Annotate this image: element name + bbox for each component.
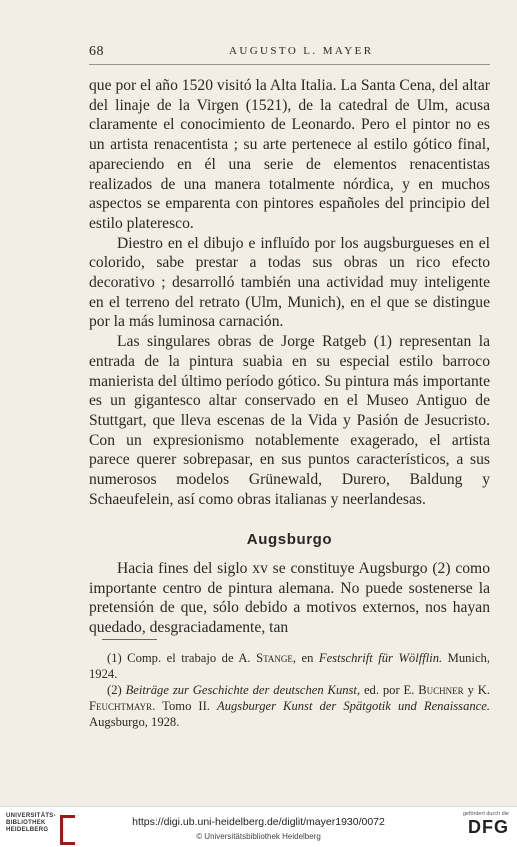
paragraph-1: que por el año 1520 visitó la Alta Italia. La Santa Cena, del altar del linaje de la Virgen (1521), de la catedral de Ulm, acusa claramente el conocimiento de Leonardo. Pero el pintor no es un artista renacentista ; su arte pertenece al estilo gótico final, apareciendo en él una serie de elementos renacentistas realizados de una manera totalmente nórdica, y en muchos aspectos se emparenta con pintores españoles del principio del estilo plateresco. [89, 77, 490, 232]
page-header [89, 44, 490, 65]
viewer-footer [0, 806, 517, 847]
footnotes [89, 650, 490, 730]
section-text [89, 559, 490, 638]
paragraph-2: Diestro en el dibujo e influído por los augsburgueses en el colorido, sabe prestar a todas sus obras un rico efecto decorativo ; desarrolló también una actividad muy inteligente en el terreno del retrato (Ulm, Munich), en el que se distingue por la más luminosa carnación. [89, 234, 490, 331]
funded-by-label: gefördert durch die [462, 811, 509, 817]
dfg-wordmark: DFG [468, 817, 509, 837]
library-line-2: BIBLIOTHEK [6, 820, 46, 826]
paragraph-3: Las singulares obras de Jorge Ratgeb (1) representan la entrada de la pintura suabia en su especial estilo barroco manierista del último período gótico. Su pintura más importante es un gigantesco altar conservado en el Museo Antiguo de Stuttgart, que lleva escenas de la Vida y Pasión de Jesucristo. Con un expresionismo notablemente exagerado, el artista parece querer sobrepasar, en sus puntos característicos, a sus numerosos modelos Grünewald, Durero, Baldung y Schaeufelein, así como obras italianas y neerlandesas. [89, 333, 490, 508]
copyright-notice: © Universitätsbibliothek Heidelberg [196, 832, 321, 841]
section-paragraph: Hacia fines del siglo xv se constituye Augsburgo (2) como importante centro de pintura alemana. No puede sostenerse la pretensión de que, sólo debido a motivos externos, nos hayan quedado, desgraciadamente, tan [89, 560, 490, 637]
library-line-3: HEIDELBERG [6, 827, 49, 833]
library-line-1: UNIVERSITÄTS- [6, 813, 56, 819]
footnote-1: (1) Comp. el trabajo de A. Stange, en Festschrift für Wölfflin. Munich, 1924. [89, 651, 490, 681]
permalink-url[interactable]: https://digi.ub.uni-heidelberg.de/diglit/mayer1930/0072 [132, 816, 385, 828]
section-title: Augsburgo [246, 531, 333, 548]
body-text [89, 76, 490, 509]
footnote-2: (2) Beiträge zur Geschichte der deutschen Kunst, ed. por E. Buchner y K. Feuchtmayr. Tomo II. Augsburger Kunst der Spätgotik und Renaissance. Augsburgo, 1928. [89, 683, 490, 729]
footnote-rule [102, 639, 157, 640]
page-number: 68 [89, 44, 104, 59]
dfg-logo[interactable] [449, 811, 509, 837]
running-head: AUGUSTO L. MAYER [229, 45, 374, 57]
